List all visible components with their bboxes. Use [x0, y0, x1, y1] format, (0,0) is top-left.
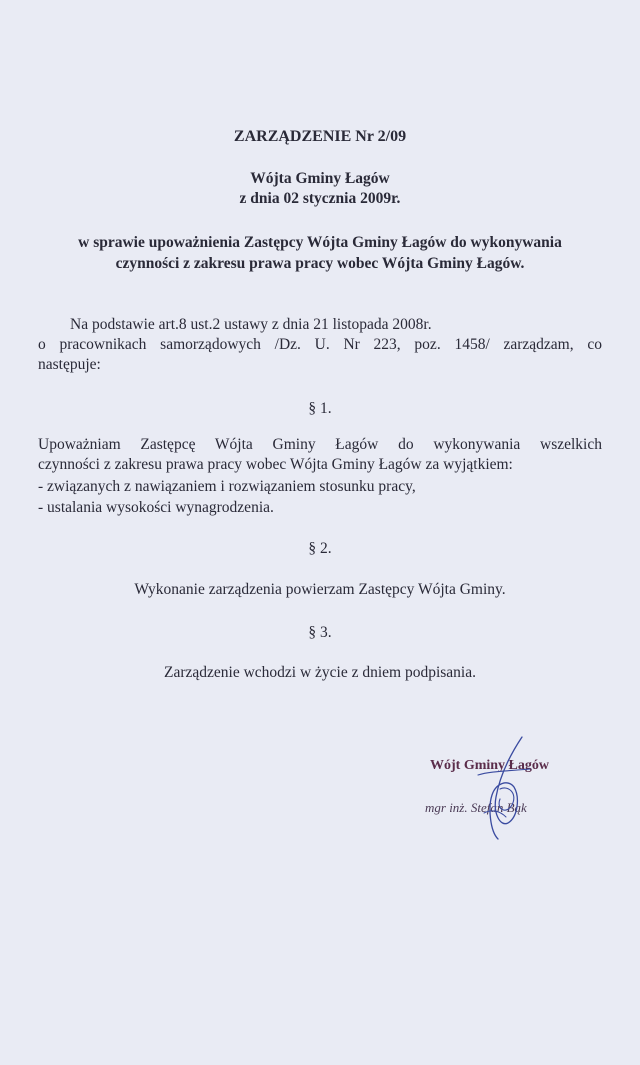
section-1-line-4: - ustalania wysokości wynagrodzenia. — [38, 499, 274, 516]
stamp-title: Wójt Gminy Łagów — [430, 758, 549, 773]
preamble-line-1: Na podstawie art.8 ust.2 ustawy z dnia 21 listopada 2008r. — [70, 316, 432, 333]
document-issuer: Wójta Gminy Łagów — [250, 170, 390, 187]
section-3-heading: § 3. — [308, 624, 332, 641]
section-1-line-3: - związanych z nawiązaniem i rozwiązaniem stosunku pracy, — [38, 478, 416, 495]
section-3-text: Zarządzenie wchodzi w życie z dniem podpisania. — [163, 664, 476, 681]
section-2-text: Wykonanie zarządzenia powierzam Zastępcy Wójta Gminy. — [134, 581, 506, 598]
document-subject-line-2: czynności z zakresu prawa pracy wobec Wójta Gminy Łagów. — [115, 255, 525, 272]
section-2-heading: § 2. — [308, 540, 332, 557]
preamble-line-3: następuje: — [38, 356, 101, 373]
handwritten-signature-icon — [470, 735, 560, 845]
document-subject-line-1: w sprawie upoważnienia Zastępcy Wójta Gminy Łagów do wykonywania — [78, 234, 562, 251]
preamble-line-2: o pracownikach samorządowych /Dz. U. Nr 223, poz. 1458/ zarządzam, co — [38, 336, 602, 353]
section-1-line-1: Upoważniam Zastępcę Wójta Gminy Łagów do wykonywania wszelkich — [38, 436, 602, 453]
section-1-heading: § 1. — [308, 400, 332, 417]
stamp-name: mgr inż. Stefan Bąk — [425, 800, 527, 815]
document-date: z dnia 02 stycznia 2009r. — [239, 190, 401, 207]
section-1-line-2: czynności z zakresu prawa pracy wobec Wójta Gminy Łagów za wyjątkiem: — [38, 456, 513, 473]
document-title: ZARZĄDZENIE Nr 2/09 — [233, 128, 407, 145]
